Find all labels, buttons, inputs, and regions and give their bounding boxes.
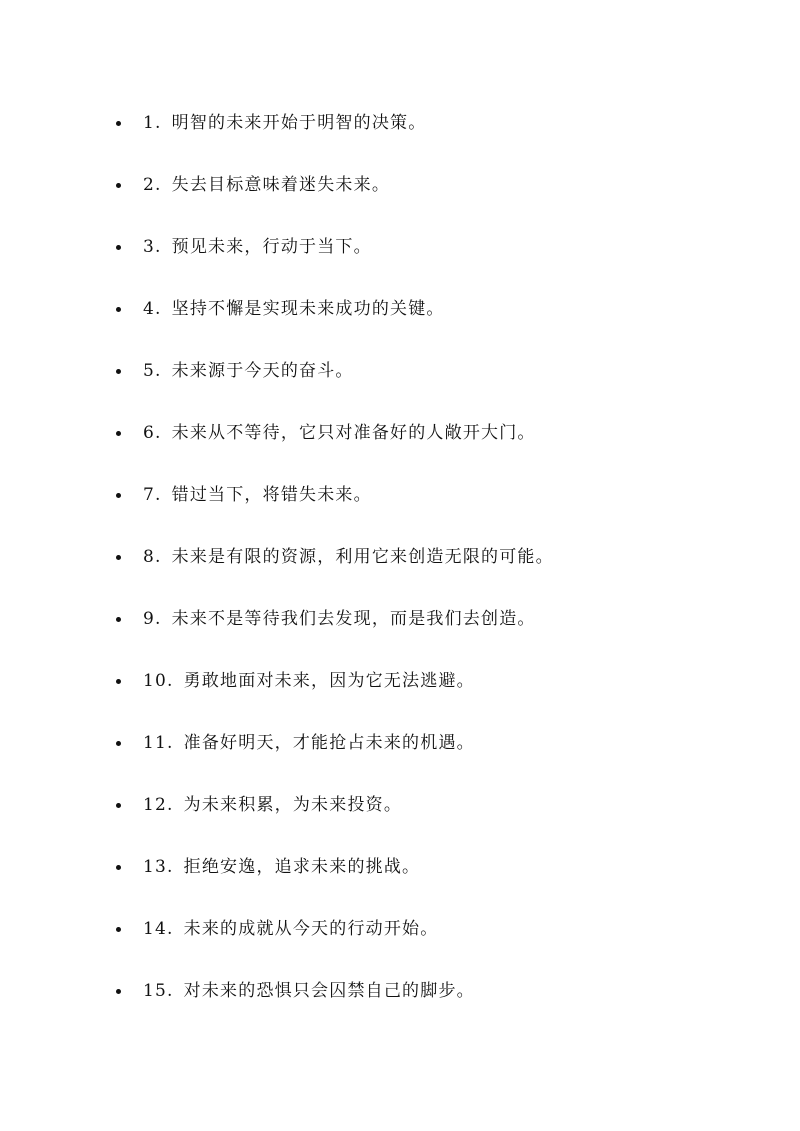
item-number: 14. — [143, 919, 174, 939]
item-text: 对未来的恐惧只会囚禁自己的脚步。 — [183, 981, 475, 1001]
bullet-icon — [116, 369, 121, 374]
item-text: 勇敢地面对未来，因为它无法逃避。 — [183, 671, 475, 691]
list-item — [116, 712, 776, 774]
item-number: 6. — [143, 423, 162, 443]
list-item — [116, 526, 776, 588]
list-item — [116, 340, 776, 402]
bullet-icon — [116, 679, 121, 684]
item-text: 错过当下，将错失未来。 — [171, 485, 372, 505]
item-text: 未来的成就从今天的行动开始。 — [183, 919, 439, 939]
item-number: 15. — [143, 981, 174, 1001]
item-text: 为未来积累，为未来投资。 — [183, 795, 403, 815]
bullet-icon — [116, 555, 121, 560]
bullet-icon — [116, 121, 121, 126]
bullet-icon — [116, 617, 121, 622]
quote-list — [116, 92, 776, 1022]
item-text: 预见未来，行动于当下。 — [171, 237, 372, 257]
item-number: 5. — [143, 361, 162, 381]
list-item — [116, 960, 776, 1022]
bullet-icon — [116, 803, 121, 808]
item-number: 3. — [143, 237, 162, 257]
bullet-icon — [116, 989, 121, 994]
item-text: 拒绝安逸，追求未来的挑战。 — [183, 857, 421, 877]
item-number: 13. — [143, 857, 174, 877]
item-number: 11. — [143, 733, 174, 753]
item-text: 失去目标意味着迷失未来。 — [171, 175, 391, 195]
bullet-icon — [116, 927, 121, 932]
item-text: 准备好明天，才能抢占未来的机遇。 — [183, 733, 475, 753]
list-item — [116, 92, 776, 154]
item-number: 12. — [143, 795, 174, 815]
item-number: 2. — [143, 175, 162, 195]
list-item — [116, 402, 776, 464]
list-item — [116, 216, 776, 278]
item-number: 8. — [143, 547, 162, 567]
item-text: 未来不是等待我们去发现，而是我们去创造。 — [171, 609, 536, 629]
list-item — [116, 650, 776, 712]
list-item — [116, 774, 776, 836]
bullet-icon — [116, 741, 121, 746]
item-text: 明智的未来开始于明智的决策。 — [171, 113, 427, 133]
list-item — [116, 464, 776, 526]
list-item — [116, 154, 776, 216]
bullet-icon — [116, 431, 121, 436]
bullet-icon — [116, 183, 121, 188]
item-text: 未来从不等待，它只对准备好的人敞开大门。 — [171, 423, 536, 443]
bullet-icon — [116, 493, 121, 498]
bullet-icon — [116, 307, 121, 312]
item-number: 10. — [143, 671, 174, 691]
item-number: 7. — [143, 485, 162, 505]
bullet-icon — [116, 865, 121, 870]
item-text: 未来是有限的资源，利用它来创造无限的可能。 — [171, 547, 554, 567]
list-item — [116, 588, 776, 650]
item-number: 1. — [143, 113, 162, 133]
list-item — [116, 836, 776, 898]
item-text: 坚持不懈是实现未来成功的关键。 — [171, 299, 445, 319]
item-number: 4. — [143, 299, 162, 319]
list-item — [116, 898, 776, 960]
item-number: 9. — [143, 609, 162, 629]
item-text: 未来源于今天的奋斗。 — [171, 361, 354, 381]
list-item — [116, 278, 776, 340]
bullet-icon — [116, 245, 121, 250]
